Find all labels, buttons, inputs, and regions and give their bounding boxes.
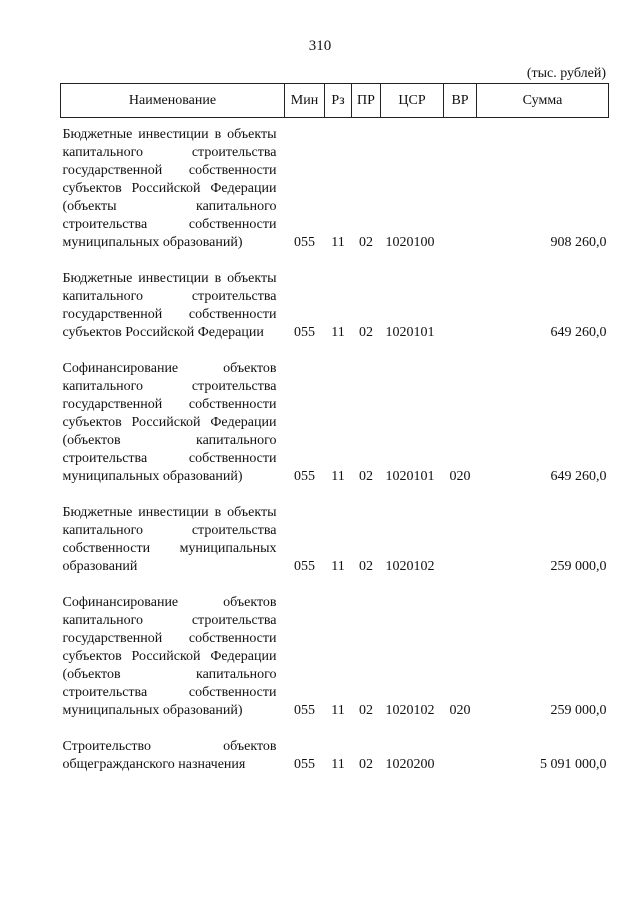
row-vr (444, 118, 477, 265)
row-name: Бюджетные инвестиции в объекты капитального строительства государственной собственности субъектов Российской Федерации (объекты капитального строительства собственности муниципальных образований) (62, 127, 277, 250)
table-row (61, 732, 609, 786)
header-pr: ПР (352, 84, 381, 118)
row-min: 055 (294, 325, 315, 340)
row-csr: 1020102 (385, 703, 435, 718)
page-number: 310 (308, 38, 332, 54)
row-csr: 1020101 (385, 469, 435, 484)
header-min: Мин (285, 84, 325, 118)
table-row (61, 264, 609, 354)
row-sum: 908 260,0 (550, 235, 607, 250)
row-min: 055 (294, 703, 315, 718)
row-vr: 020 (449, 703, 471, 718)
row-pr: 02 (359, 757, 373, 772)
row-rz: 11 (331, 703, 345, 718)
table-row (61, 498, 609, 588)
row-min: 055 (294, 757, 315, 772)
table-header-row (61, 84, 609, 118)
row-vr: 020 (449, 469, 471, 484)
row-rz: 11 (331, 559, 345, 574)
row-pr: 02 (359, 235, 373, 250)
row-name: Строительство объектов общегражданского назначения (62, 739, 277, 772)
table-row (61, 118, 609, 265)
row-min: 055 (294, 559, 315, 574)
row-sum: 5 091 000,0 (540, 757, 607, 772)
row-pr: 02 (359, 559, 373, 574)
row-name: Софинансирование объектов капитального строительства государственной собственности субъектов Российской Федерации (объектов капитального строительства собственности муниципальных образований) (62, 361, 277, 484)
header-rz: Рз (325, 84, 352, 118)
row-rz: 11 (331, 757, 345, 772)
table-row (61, 588, 609, 732)
row-min: 055 (294, 469, 315, 484)
row-rz: 11 (331, 235, 345, 250)
row-sum: 259 000,0 (550, 703, 607, 718)
row-sum: 259 000,0 (550, 559, 607, 574)
row-vr (444, 498, 477, 588)
table-row (61, 354, 609, 498)
row-name: Софинансирование объектов капитального строительства государственной собственности субъектов Российской Федерации (объектов капитального строительства собственности муниципальных образований) (62, 595, 277, 718)
row-rz: 11 (331, 325, 345, 340)
row-vr (444, 732, 477, 786)
row-min: 055 (294, 235, 315, 250)
row-csr: 1020102 (385, 559, 435, 574)
row-pr: 02 (359, 703, 373, 718)
row-csr: 1020100 (385, 235, 435, 250)
header-vr: ВР (444, 84, 477, 118)
budget-table (60, 83, 609, 786)
row-rz: 11 (331, 469, 345, 484)
units-label: (тыс. рублей) (526, 66, 606, 81)
row-vr (444, 264, 477, 354)
row-name: Бюджетные инвестиции в объекты капитального строительства государственной собственности субъектов Российской Федерации (62, 271, 277, 340)
row-csr: 1020200 (385, 757, 435, 772)
row-sum: 649 260,0 (550, 325, 607, 340)
header-csr: ЦСР (381, 84, 444, 118)
row-sum: 649 260,0 (550, 469, 607, 484)
header-name: Наименование (61, 84, 285, 118)
row-pr: 02 (359, 325, 373, 340)
header-sum: Сумма (477, 84, 609, 118)
row-pr: 02 (359, 469, 373, 484)
row-name: Бюджетные инвестиции в объекты капитального строительства собственности муниципальных образований (62, 505, 277, 574)
row-csr: 1020101 (385, 325, 435, 340)
